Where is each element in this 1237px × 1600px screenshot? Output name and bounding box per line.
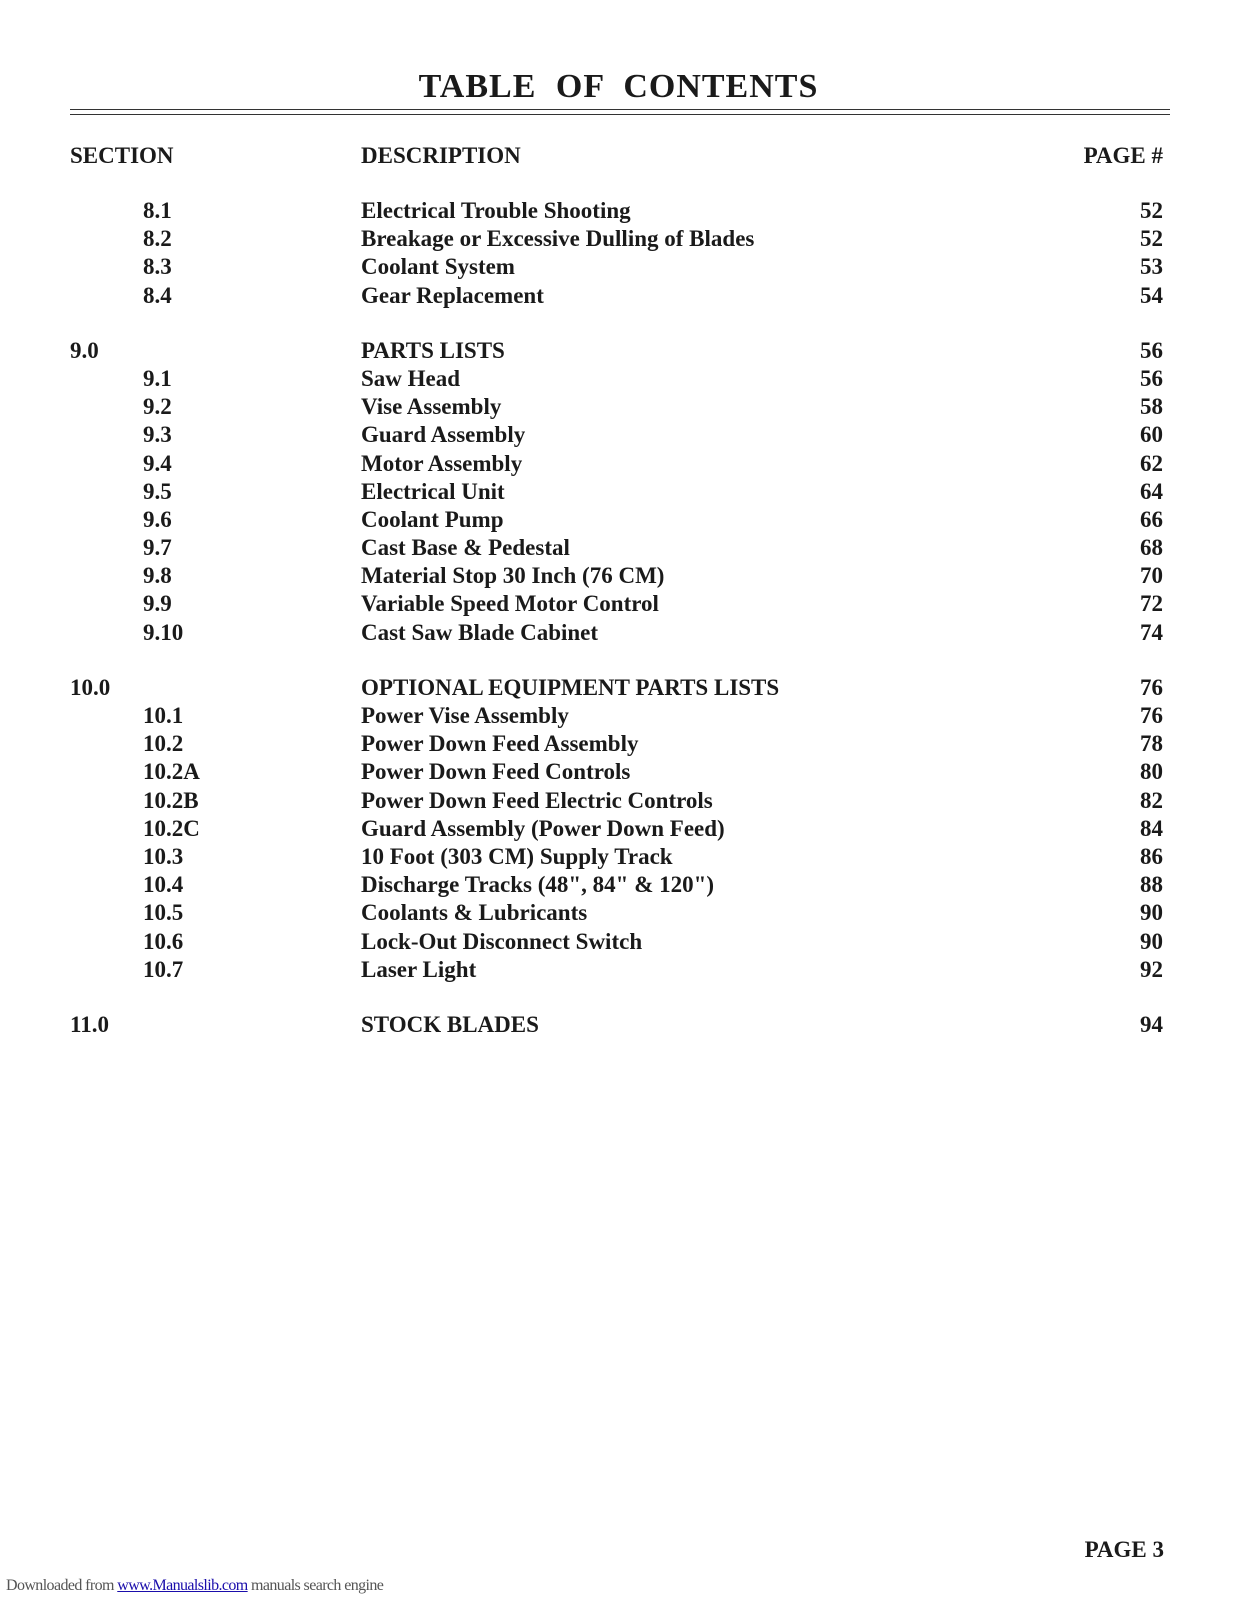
toc-entry bbox=[70, 506, 1163, 534]
toc-section-number: 9.8 bbox=[143, 563, 172, 589]
toc-page-number: 78 bbox=[1140, 731, 1163, 757]
title-rule-top bbox=[70, 109, 1170, 110]
toc-entry bbox=[70, 534, 1163, 562]
toc-section-number: 9.10 bbox=[143, 619, 184, 645]
footer-suffix: manuals search engine bbox=[247, 1577, 384, 1594]
toc-section-number: 11.0 bbox=[70, 1011, 109, 1037]
title-rule-bottom bbox=[70, 114, 1170, 115]
toc-entry bbox=[70, 702, 1163, 730]
toc-section-number: 10.0 bbox=[70, 674, 111, 700]
toc-entry bbox=[70, 1011, 1163, 1039]
toc-entry bbox=[70, 421, 1163, 449]
toc-entry bbox=[70, 450, 1163, 478]
toc-description: Coolants & Lubricants bbox=[361, 900, 588, 926]
toc-section-number: 8.4 bbox=[143, 282, 172, 308]
toc-page-number: 74 bbox=[1140, 619, 1163, 645]
toc-entry bbox=[70, 730, 1163, 758]
toc-section-number: 10.1 bbox=[143, 703, 184, 728]
page-column-header: PAGE # bbox=[1083, 143, 1163, 168]
toc-description: Coolant Pump bbox=[361, 506, 504, 532]
toc-description: Guard Assembly bbox=[361, 422, 526, 448]
toc-entry bbox=[70, 956, 1163, 984]
toc-page-number: 64 bbox=[1140, 478, 1163, 504]
toc-entry bbox=[70, 562, 1163, 590]
toc-description: STOCK BLADES bbox=[361, 1011, 539, 1037]
toc-page-number: 56 bbox=[1140, 365, 1163, 391]
toc-page-number: 84 bbox=[1140, 815, 1163, 841]
toc-section-number: 8.3 bbox=[143, 254, 172, 280]
toc-description: Material Stop 30 Inch (76 CM) bbox=[361, 563, 665, 589]
toc-section-number: 10.7 bbox=[143, 956, 184, 982]
table-of-contents bbox=[70, 141, 1163, 1039]
toc-page-number: 70 bbox=[1140, 563, 1163, 589]
toc-section-number: 10.2B bbox=[143, 787, 199, 813]
toc-entry bbox=[70, 787, 1163, 815]
toc-section-number: 10.2 bbox=[143, 731, 184, 757]
toc-entry bbox=[70, 619, 1163, 647]
toc-description: Guard Assembly (Power Down Feed) bbox=[361, 815, 725, 841]
toc-page-number: 72 bbox=[1140, 591, 1163, 617]
toc-header-row bbox=[70, 141, 1163, 171]
manualslib-link[interactable]: www.Manualslib.com bbox=[117, 1577, 248, 1594]
toc-description: Power Down Feed Electric Controls bbox=[361, 787, 713, 813]
toc-description: Power Down Feed Controls bbox=[361, 759, 631, 785]
toc-page-number: 80 bbox=[1140, 759, 1163, 785]
section-column-header: SECTION bbox=[70, 143, 174, 168]
toc-section-number: 10.2C bbox=[143, 815, 200, 841]
toc-page-number: 86 bbox=[1140, 843, 1163, 869]
toc-section-number: 10.3 bbox=[143, 843, 184, 869]
toc-page-number: 90 bbox=[1140, 928, 1163, 954]
toc-section-number: 10.6 bbox=[143, 928, 184, 954]
toc-section-number: 10.2A bbox=[143, 759, 200, 785]
toc-page-number: 90 bbox=[1140, 900, 1163, 926]
toc-page-number: 76 bbox=[1140, 674, 1163, 700]
toc-page-number: 76 bbox=[1140, 703, 1163, 728]
download-footer bbox=[6, 1577, 383, 1595]
toc-entries bbox=[70, 197, 1163, 1039]
toc-description: Gear Replacement bbox=[361, 282, 544, 308]
toc-page-number: 53 bbox=[1140, 254, 1163, 280]
toc-description: Saw Head bbox=[361, 365, 461, 391]
toc-description: Cast Saw Blade Cabinet bbox=[361, 619, 599, 645]
toc-page-number: 94 bbox=[1140, 1011, 1163, 1037]
toc-description: Laser Light bbox=[361, 956, 477, 982]
toc-description: Power Vise Assembly bbox=[361, 703, 569, 728]
toc-section-number: 10.5 bbox=[143, 900, 184, 926]
page-title: TABLE OF CONTENTS bbox=[418, 68, 819, 105]
toc-section-number: 9.5 bbox=[143, 478, 172, 504]
toc-section-number: 8.2 bbox=[143, 226, 172, 252]
toc-entry bbox=[70, 674, 1163, 702]
toc-section-number: 9.1 bbox=[143, 365, 172, 391]
toc-description: Lock-Out Disconnect Switch bbox=[361, 928, 643, 954]
toc-entry bbox=[70, 337, 1163, 365]
toc-section-number: 10.4 bbox=[143, 872, 184, 898]
toc-entry bbox=[70, 197, 1163, 225]
toc-page-number: 52 bbox=[1140, 226, 1163, 252]
toc-entry bbox=[70, 899, 1163, 927]
toc-section-number: 9.0 bbox=[70, 337, 99, 363]
toc-page-number: 54 bbox=[1140, 282, 1163, 308]
toc-page-number: 60 bbox=[1140, 422, 1163, 448]
toc-description: OPTIONAL EQUIPMENT PARTS LISTS bbox=[361, 674, 780, 700]
toc-description: Coolant System bbox=[361, 254, 515, 280]
toc-description: Vise Assembly bbox=[361, 394, 502, 420]
toc-section-number: 9.6 bbox=[143, 506, 172, 532]
toc-entry bbox=[70, 758, 1163, 786]
toc-page-number: 66 bbox=[1140, 506, 1163, 532]
toc-section-number: 9.3 bbox=[143, 422, 172, 448]
toc-entry bbox=[70, 365, 1163, 393]
page-number: PAGE 3 bbox=[1084, 1537, 1164, 1562]
toc-page-number: 56 bbox=[1140, 337, 1163, 363]
toc-section-number: 9.4 bbox=[143, 450, 172, 476]
toc-entry bbox=[70, 871, 1163, 899]
toc-section-number: 9.9 bbox=[143, 591, 172, 617]
toc-page-number: 52 bbox=[1140, 198, 1163, 223]
toc-description: Discharge Tracks (48", 84" & 120") bbox=[361, 872, 715, 898]
toc-entry bbox=[70, 590, 1163, 618]
toc-entry bbox=[70, 393, 1163, 421]
toc-description: Breakage or Excessive Dulling of Blades bbox=[361, 226, 755, 252]
toc-section-number: 9.7 bbox=[143, 535, 172, 561]
toc-entry bbox=[70, 928, 1163, 956]
toc-section-number: 8.1 bbox=[143, 198, 172, 223]
toc-page-number: 68 bbox=[1140, 535, 1163, 561]
toc-page-number: 88 bbox=[1140, 872, 1163, 898]
footer-prefix: Downloaded from bbox=[6, 1577, 118, 1594]
toc-description: 10 Foot (303 CM) Supply Track bbox=[361, 843, 673, 869]
toc-description: Motor Assembly bbox=[361, 450, 523, 476]
toc-entry bbox=[70, 478, 1163, 506]
toc-description: Electrical Trouble Shooting bbox=[361, 198, 631, 223]
toc-page-number: 62 bbox=[1140, 450, 1163, 476]
toc-description: PARTS LISTS bbox=[361, 337, 505, 363]
toc-description: Variable Speed Motor Control bbox=[361, 591, 659, 617]
toc-page-number: 82 bbox=[1140, 787, 1163, 813]
toc-entry bbox=[70, 815, 1163, 843]
toc-page-number: 92 bbox=[1140, 956, 1163, 982]
toc-entry bbox=[70, 843, 1163, 871]
toc-entry bbox=[70, 225, 1163, 253]
toc-description: Electrical Unit bbox=[361, 478, 505, 504]
toc-page-number: 58 bbox=[1140, 394, 1163, 420]
toc-description: Cast Base & Pedestal bbox=[361, 535, 570, 561]
description-column-header: DESCRIPTION bbox=[361, 143, 521, 168]
toc-section-number: 9.2 bbox=[143, 394, 172, 420]
toc-entry bbox=[70, 253, 1163, 281]
toc-description: Power Down Feed Assembly bbox=[361, 731, 639, 757]
toc-entry bbox=[70, 282, 1163, 310]
